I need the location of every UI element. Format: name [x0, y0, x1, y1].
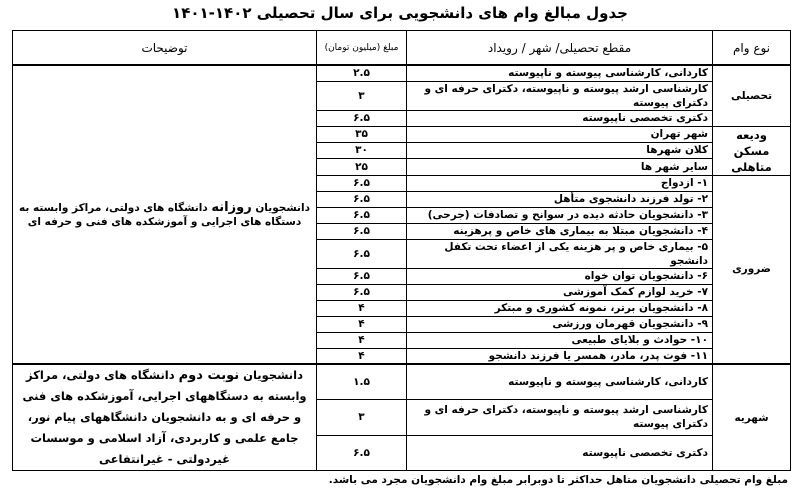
- amount-cell: ۳۰: [317, 142, 407, 158]
- category-cell: ۳- دانشجویان حادثه دیده در سوانح و تصادفات (جرحی): [407, 207, 713, 223]
- amount-cell: ۴: [317, 300, 407, 316]
- category-cell: ۱- ازدواج: [407, 175, 713, 191]
- notes-day: [13, 65, 317, 364]
- type-maskan: [713, 126, 791, 175]
- amount-cell: ۶.۵: [317, 268, 407, 284]
- category-cell: ۶- دانشجویان توان خواه: [407, 268, 713, 284]
- amount-cell: ۶.۵: [317, 239, 407, 268]
- amount-cell: ۶.۵: [317, 435, 407, 471]
- page-title: جدول مبالغ وام های دانشجویی برای سال تحصیلی ۱۴۰۲-۱۴۰۱: [172, 4, 628, 22]
- category-cell: سایر شهر ها: [407, 159, 713, 175]
- amount-cell: ۶.۵: [317, 191, 407, 207]
- type-tahsili: تحصیلی: [713, 65, 791, 126]
- category-cell: کارشناسی ارشد پیوسته و ناپیوسته، دکترای حرفه ای و دکترای پیوسته: [407, 400, 713, 436]
- notes-day-post: دانشگاه های دولتی، مراکز وابسته به دستگاه های اجرایی و آموزشکده های فنی و حرفه ای: [19, 201, 302, 228]
- category-cell: دکتری تخصصی ناپیوسته: [407, 435, 713, 471]
- amount-cell: ۳: [317, 81, 407, 110]
- header-amount: مبلغ (میلیون تومان): [317, 31, 407, 66]
- loan-table: [12, 30, 791, 471]
- header-notes: توضیحات: [13, 31, 317, 66]
- table-row: [13, 65, 791, 81]
- footer-note: مبلغ وام تحصیلی دانشجویان متاهل حداکثر تا دوبرابر مبلغ وام دانشجویان مجرد می باشد.: [328, 474, 788, 486]
- amount-cell: ۳: [317, 400, 407, 436]
- category-cell: کارشناسی ارشد پیوسته و ناپیوسته، دکترای حرفه ای و دکترای پیوسته: [407, 81, 713, 110]
- amount-cell: ۶.۵: [317, 175, 407, 191]
- amount-cell: ۳۵: [317, 126, 407, 142]
- notes-day-highlight: روزانه: [211, 199, 252, 215]
- category-cell: ۵- بیماری خاص و پر هزینه یکی از اعضاء تحت تکفل دانشجو: [407, 239, 713, 268]
- amount-cell: ۴: [317, 332, 407, 348]
- category-cell: ۱۰- حوادث و بلایای طبیعی: [407, 332, 713, 348]
- type-zaruri: ضروری: [713, 175, 791, 364]
- amount-cell: ۴: [317, 348, 407, 364]
- category-cell: ۹- دانشجویان قهرمان ورزشی: [407, 316, 713, 332]
- notes-day-pre: دانشجویان: [255, 201, 310, 214]
- category-cell: ۲- تولد فرزند دانشجوی متأهل: [407, 191, 713, 207]
- amount-cell: ۲.۵: [317, 65, 407, 81]
- type-maskan-line2: متاهلی: [731, 159, 772, 174]
- category-cell: دکتری تخصصی ناپیوسته: [407, 110, 713, 126]
- amount-cell: ۶.۵: [317, 110, 407, 126]
- table-row: [13, 364, 791, 400]
- header-type: نوع وام: [713, 31, 791, 66]
- category-cell: ۱۱- فوت پدر، مادر، همسر یا فرزند دانشجو: [407, 348, 713, 364]
- notes-night-pre: دانشجویان: [243, 368, 303, 382]
- category-cell: ۸- دانشجویان برتر، نمونه کشوری و مبتکر: [407, 300, 713, 316]
- category-cell: کاردانی، کارشناسی پیوسته و ناپیوسته: [407, 364, 713, 400]
- amount-cell: ۶.۵: [317, 284, 407, 300]
- category-cell: شهر تهران: [407, 126, 713, 142]
- notes-night: [13, 364, 317, 471]
- category-cell: ۴- دانشجویان مبتلا به بیماری های خاص و پرهزینه: [407, 223, 713, 239]
- amount-cell: ۴: [317, 316, 407, 332]
- type-maskan-line1: ودیعه مسکن: [733, 127, 770, 158]
- notes-night-highlight: نوبت دوم: [178, 368, 240, 383]
- header-category: مقطع تحصیلی/ شهر / رویداد: [407, 31, 713, 66]
- amount-cell: ۱.۵: [317, 364, 407, 400]
- amount-cell: ۶.۵: [317, 207, 407, 223]
- amount-cell: ۲۵: [317, 159, 407, 175]
- category-cell: کلان شهرها: [407, 142, 713, 158]
- table-header-row: [13, 31, 791, 66]
- amount-cell: ۶.۵: [317, 223, 407, 239]
- category-cell: ۷- خرید لوازم کمک آموزشی: [407, 284, 713, 300]
- notes-night-post: دانشگاه های دولتی، مراکز وابسته به دستگاههای اجرایی، آموزشکده های فنی و حرفه ای و به دانشجویان دانشگاههای پیام نور، جامع علمی و کاربردی، آزاد اسلامی و موسسات غیردولتی - غیرانتفاعی: [22, 368, 307, 466]
- type-shahriye: شهریه: [713, 364, 791, 471]
- category-cell: کاردانی، کارشناسی پیوسته و ناپیوسته: [407, 65, 713, 81]
